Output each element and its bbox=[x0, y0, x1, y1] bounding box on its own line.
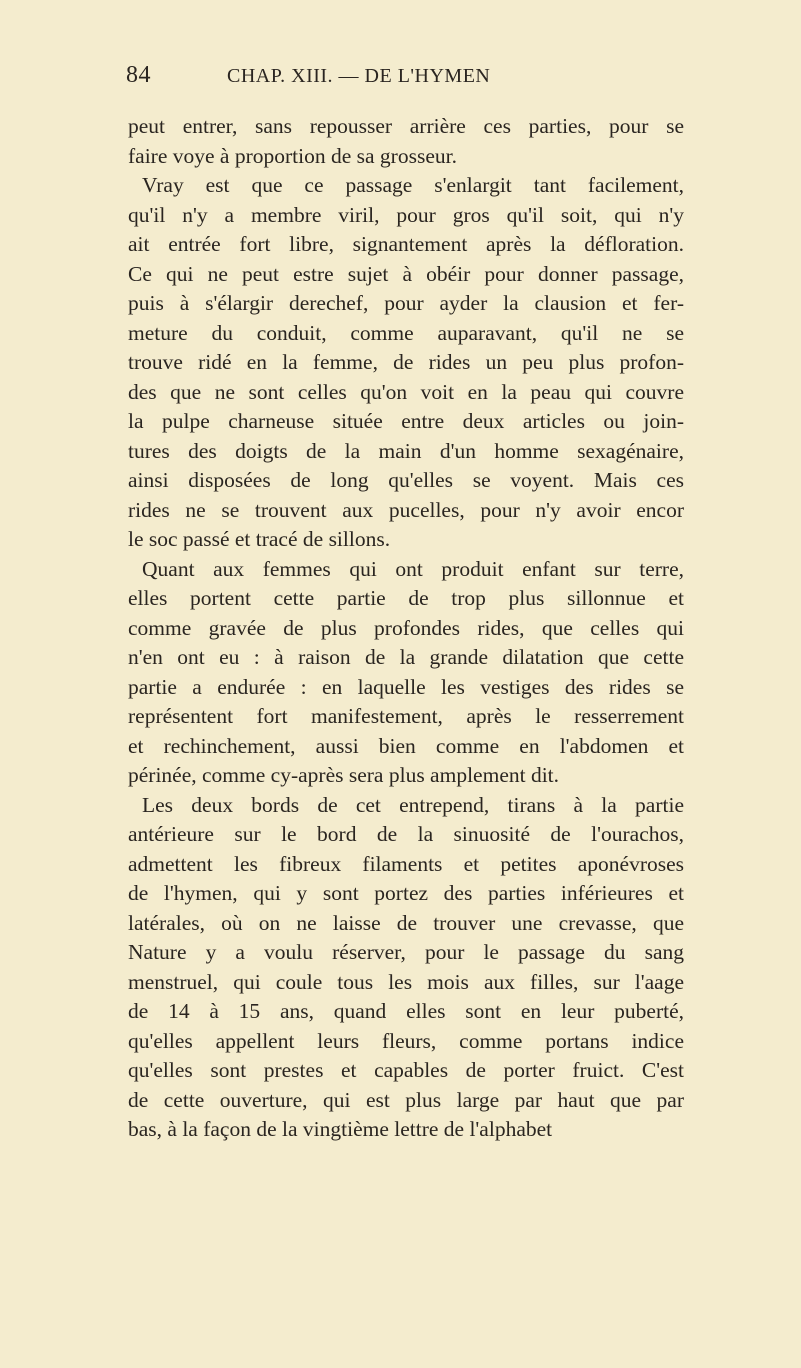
text-line: elles portent cette partie de trop plus sillonnue et bbox=[128, 586, 684, 610]
text-line: Vray est que ce passage s'enlargit tant facilement, bbox=[142, 173, 684, 197]
text-line: admettent les fibreux filaments et petites aponévroses bbox=[128, 851, 684, 876]
text-line: le soc passé et tracé de sillons. bbox=[128, 527, 391, 551]
text-line: ainsi disposées de long qu'elles se voyent. Mais ces bbox=[128, 468, 684, 492]
body-text bbox=[128, 112, 684, 1145]
text-line: Les deux bords de cet entrepend, tirans à la partie bbox=[142, 792, 684, 817]
text-line: Ce qui ne peut estre sujet à obéir pour donner passage, bbox=[128, 261, 684, 286]
text-line: partie a endurée : en laquelle les vestiges des rides se bbox=[128, 674, 684, 699]
text-line: qu'elles appellent leurs fleurs, comme portans indice bbox=[128, 1028, 684, 1053]
text-line: qu'elles sont prestes et capables de porter fruict. C'est bbox=[128, 1058, 684, 1082]
text-line: qu'il n'y a membre viril, pour gros qu'il soit, qui n'y bbox=[128, 202, 684, 227]
text-line: peut entrer, sans repousser arrière ces parties, pour se bbox=[128, 114, 684, 138]
text-line: faire voye à proportion de sa grosseur. bbox=[128, 143, 457, 168]
text-line: ait entrée fort libre, signantement après la défloration. bbox=[128, 232, 684, 256]
text-line: rides ne se trouvent aux pucelles, pour n'y avoir encor bbox=[128, 497, 684, 522]
text-line: latérales, où on ne laisse de trouver une crevasse, que bbox=[128, 910, 684, 935]
text-line: Quant aux femmes qui ont produit enfant sur terre, bbox=[142, 556, 684, 581]
text-line: tures des doigts de la main d'un homme sexagénaire, bbox=[128, 438, 684, 463]
text-line: antérieure sur le bord de la sinuosité de l'ourachos, bbox=[128, 822, 684, 846]
text-line: bas, à la façon de la vingtième lettre de l'alphabet bbox=[128, 1117, 553, 1141]
running-head bbox=[126, 62, 686, 92]
text-line: de l'hymen, qui y sont portez des parties inférieures et bbox=[128, 881, 684, 905]
text-line: représentent fort manifestement, après le resserrement bbox=[128, 704, 684, 728]
text-line: de 14 à 15 ans, quand elles sont en leur puberté, bbox=[128, 999, 684, 1023]
text-line: meture du conduit, comme auparavant, qu'il ne se bbox=[128, 320, 684, 345]
text-line: n'en ont eu : à raison de la grande dilatation que cette bbox=[128, 645, 684, 669]
text-line: puis à s'élargir derechef, pour ayder la clausion et fer- bbox=[128, 291, 684, 315]
text-line: la pulpe charneuse située entre deux articles ou join- bbox=[128, 409, 684, 433]
text-line: et rechinchement, aussi bien comme en l'abdomen et bbox=[128, 733, 684, 758]
page-number: 84 bbox=[126, 62, 151, 88]
text-line: comme gravée de plus profondes rides, que celles qui bbox=[128, 615, 684, 640]
text-line: Nature y a voulu réserver, pour le passage du sang bbox=[128, 940, 684, 964]
text-line: de cette ouverture, qui est plus large par haut que par bbox=[128, 1087, 684, 1112]
text-line: menstruel, qui coule tous les mois aux filles, sur l'aage bbox=[128, 969, 684, 994]
chapter-title: CHAP. XIII. — DE L'HYMEN bbox=[227, 65, 491, 87]
text-line: périnée, comme cy-après sera plus amplement dit. bbox=[128, 763, 560, 787]
text-line: des que ne sont celles qu'on voit en la peau qui couvre bbox=[128, 379, 684, 404]
text-line: trouve ridé en la femme, de rides un peu plus profon- bbox=[128, 350, 684, 374]
